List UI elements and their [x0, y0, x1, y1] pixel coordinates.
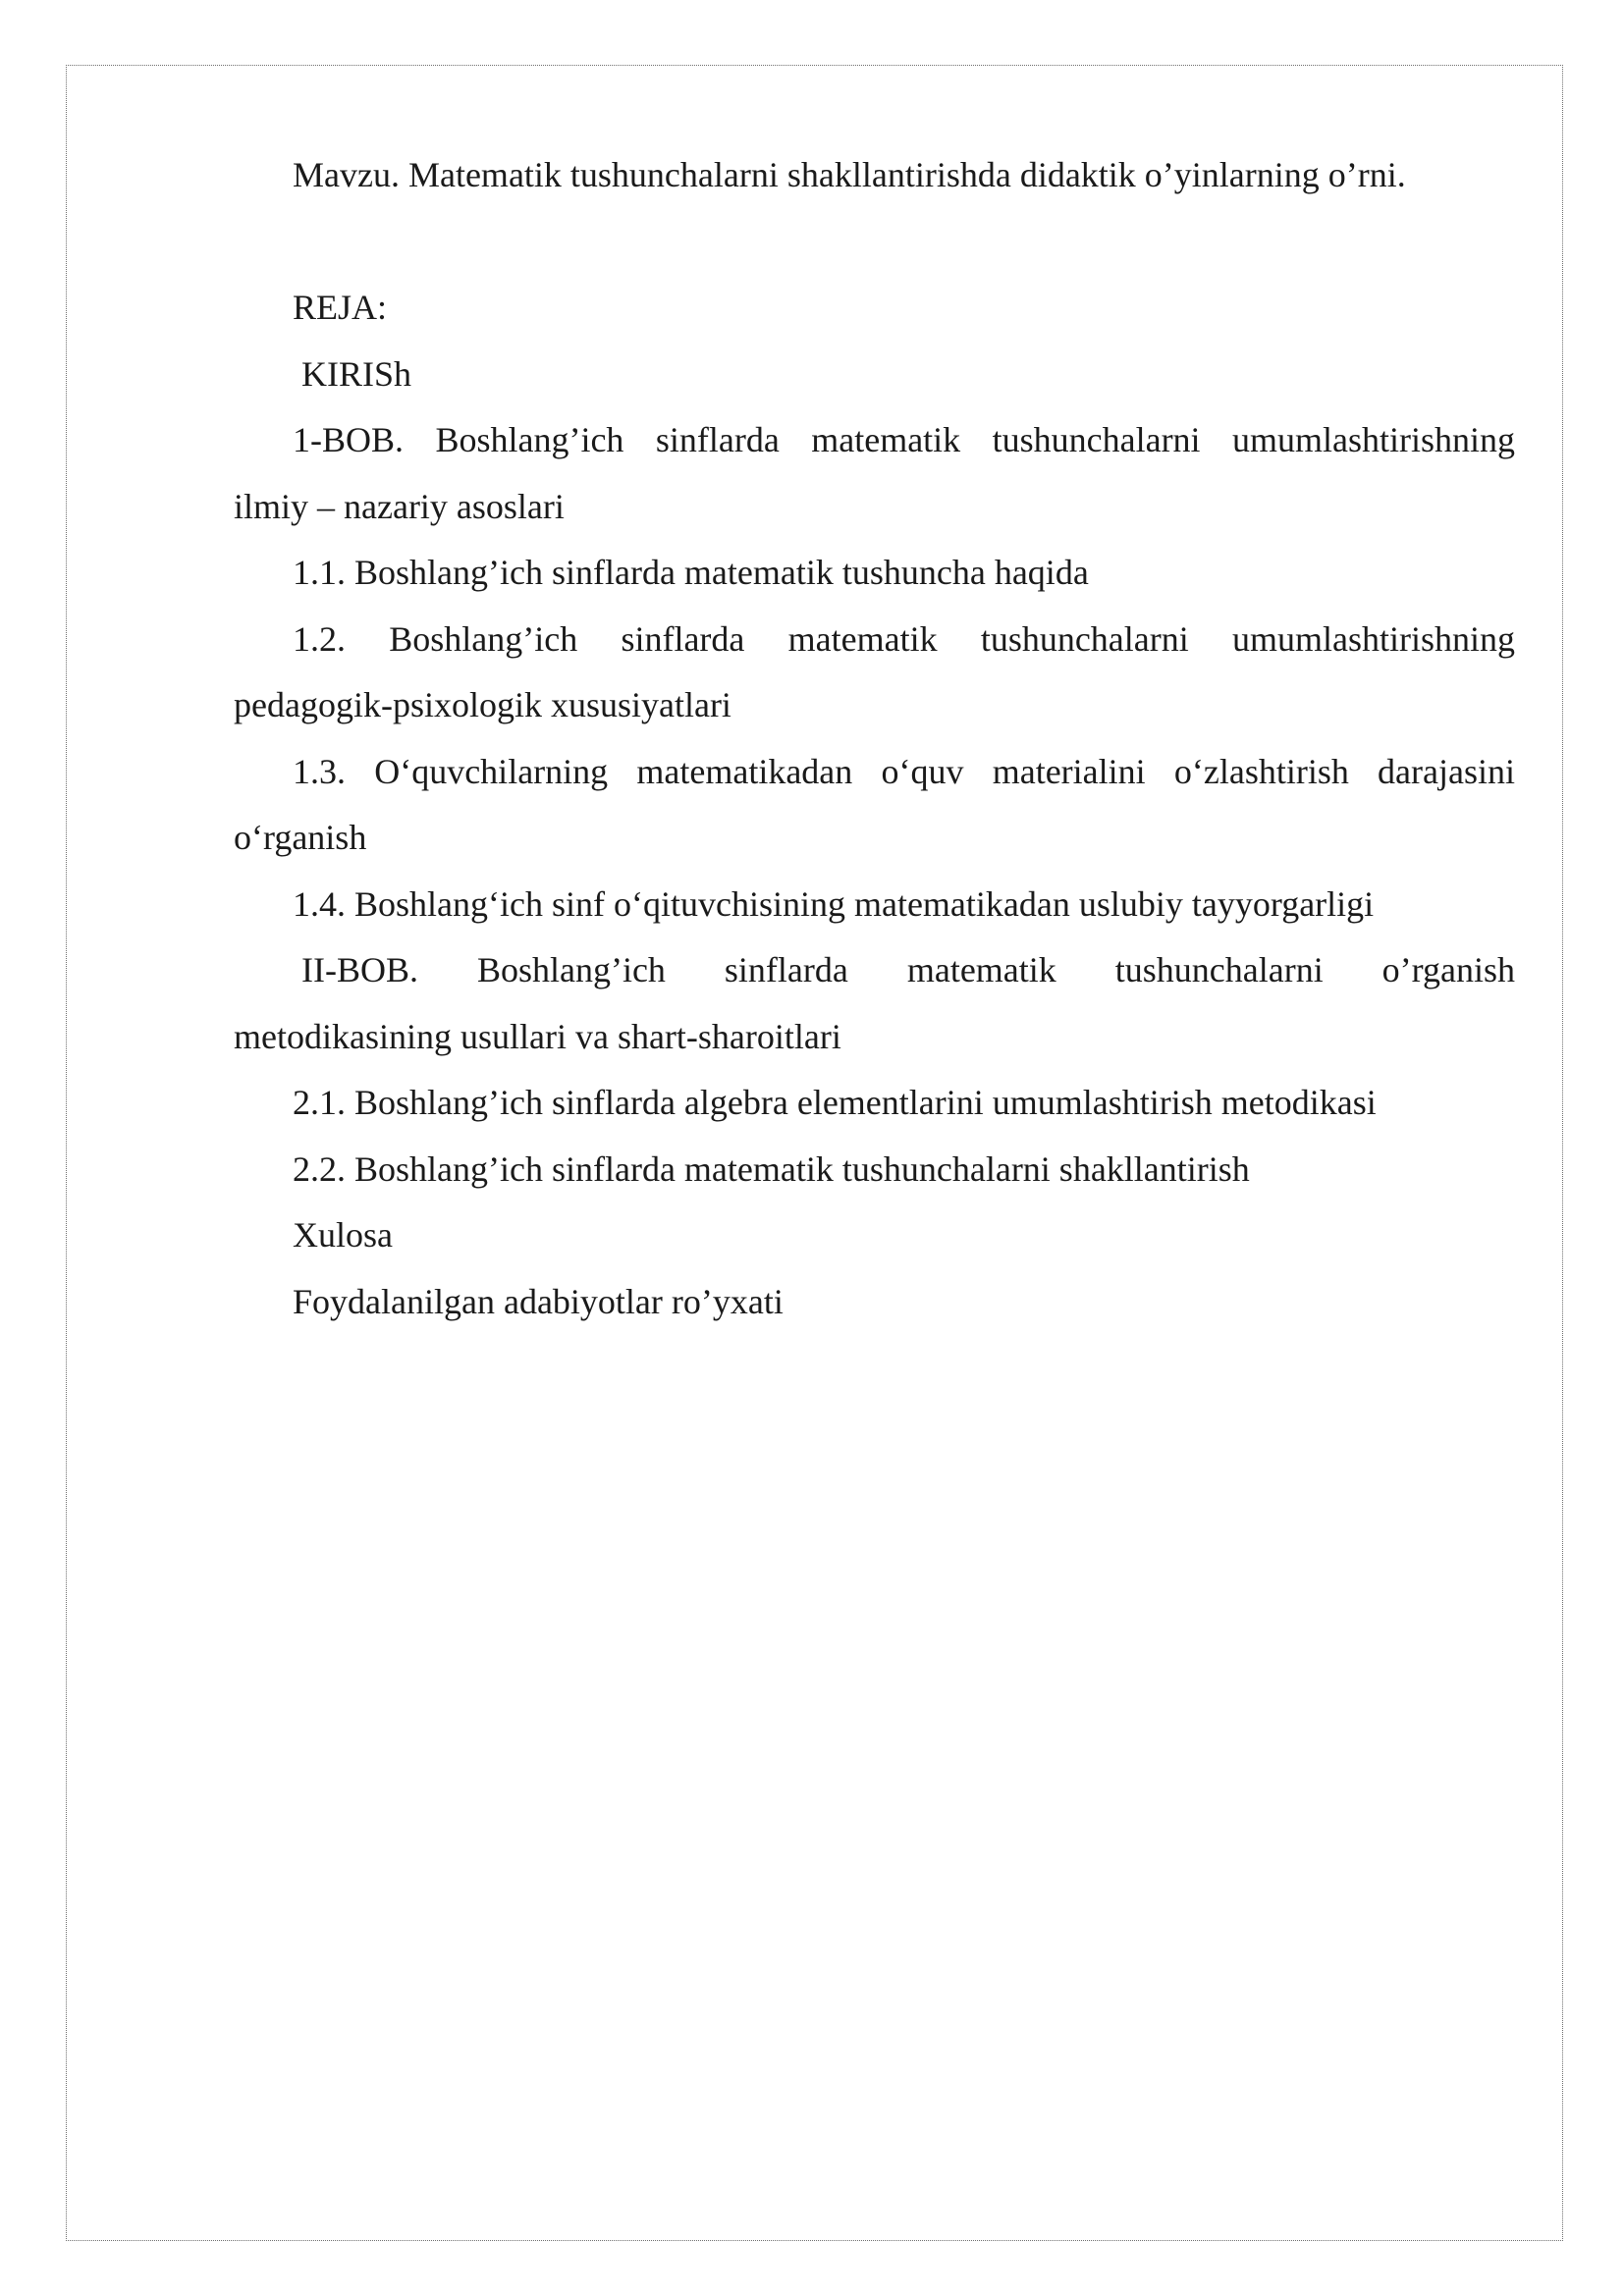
document-body	[234, 142, 1515, 1335]
toc-section-1-3-line2: o‘rganish	[234, 818, 367, 857]
toc-chapter2-line2: metodikasining usullari va shart-sharoitlari	[234, 1016, 841, 1056]
toc-section-1-1: 1.1. Boshlang’ich sinflarda matematik tushuncha haqida	[293, 553, 1089, 592]
toc-chapter2-line1: II-BOB. Boshlang’ich sinflarda matematik tushunchalarni o’rganish	[301, 950, 1515, 989]
toc-chapter1-line1: 1-BOB. Boshlang’ich sinflarda matematik tushunchalarni umumlashtirishning	[293, 420, 1515, 459]
toc-intro: KIRISh	[301, 353, 412, 394]
toc-section-2-2: 2.2. Boshlang’ich sinflarda matematik tushunchalarni shakllantirish	[293, 1148, 1250, 1189]
toc-section-2-1: 2.1. Boshlang’ich sinflarda algebra elementlarini umumlashtirish metodikasi	[293, 1083, 1377, 1122]
toc-section-1-3-line1: 1.3. O‘quvchilarning matematikadan o‘quv materialini o‘zlashtirish darajasini	[293, 751, 1515, 791]
plan-heading: REJA:	[293, 288, 388, 327]
toc-section-1-4: 1.4. Boshlang‘ich sinf o‘qituvchisining matematikadan uslubiy tayyorgarligi	[293, 883, 1375, 924]
document-title: Mavzu. Matematik tushunchalarni shakllantirishda didaktik o’yinlarning o’rni.	[293, 155, 1406, 194]
toc-section-1-2-line2: pedagogik-psixologik xususiyatlari	[234, 685, 731, 724]
toc-conclusion: Xulosa	[293, 1215, 393, 1255]
toc-chapter1-line2: ilmiy – nazariy asoslari	[234, 486, 565, 526]
toc-references: Foydalanilgan adabiyotlar ro’yxati	[293, 1281, 784, 1321]
toc-section-1-2-line1: 1.2. Boshlang’ich sinflarda matematik tushunchalarni umumlashtirishning	[293, 618, 1515, 659]
